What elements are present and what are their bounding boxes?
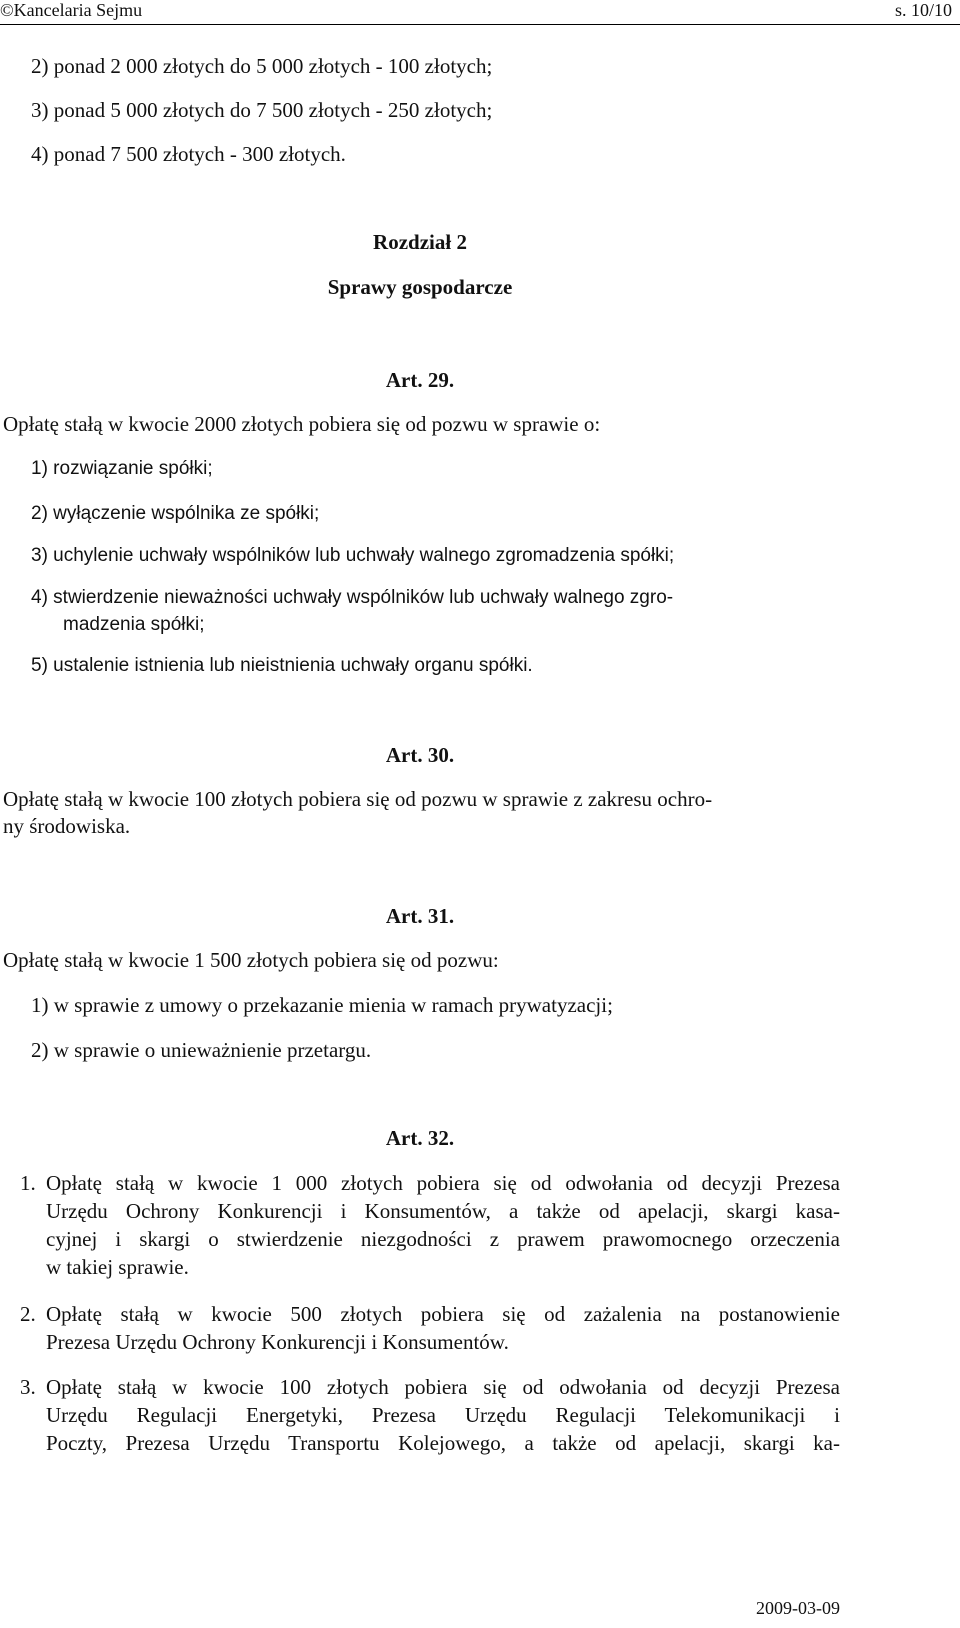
paragraph-line: Opłatę stałą w kwocie 500 złotych pobiera się od zażalenia na postanowienie xyxy=(46,1302,840,1326)
list-item: 3) uchylenie uchwały wspólników lub uchwały walnego zgromadzenia spółki; xyxy=(31,545,675,566)
paragraph-line: Opłatę stałą w kwocie 100 złotych pobiera się od pozwu w sprawie z zakresu ochro- xyxy=(3,787,713,811)
list-item: 2) w sprawie o unieważnienie przetargu. xyxy=(31,1038,372,1062)
paragraph-number: 2. xyxy=(20,1302,36,1326)
list-item: 3) ponad 5 000 złotych do 7 500 złotych - 250 złotych; xyxy=(31,98,493,122)
paragraph-line: cyjnej i skargi o stwierdzenie niezgodności z prawem prawomocnego orzeczenia xyxy=(46,1227,840,1251)
header-page-number: s. 10/10 xyxy=(894,0,952,20)
paragraph-line: Prezesa Urzędu Ochrony Konkurencji i Konsumentów. xyxy=(46,1330,509,1354)
paragraph-line: Urzędu Regulacji Energetyki, Prezesa Urzędu Regulacji Telekomunikacji i xyxy=(46,1403,840,1427)
paragraph-line: ny środowiska. xyxy=(3,814,131,838)
list-item: 2) wyłączenie wspólnika ze spółki; xyxy=(31,503,320,524)
article-heading: Art. 32. xyxy=(385,1126,455,1150)
paragraph-number: 3. xyxy=(20,1375,36,1399)
chapter-title: Rozdział 2 xyxy=(373,230,467,254)
list-item: 4) ponad 7 500 złotych - 300 złotych. xyxy=(31,142,346,166)
paragraph-line: Opłatę stałą w kwocie 1 000 złotych pobiera się od odwołania od decyzji Prezesa xyxy=(46,1171,840,1195)
list-item-continuation: madzenia spółki; xyxy=(63,614,205,635)
article-heading: Art. 29. xyxy=(385,368,455,392)
paragraph-line: Urzędu Ochrony Konkurencji i Konsumentów, a także od apelacji, skargi kasa- xyxy=(46,1199,840,1223)
header-source: ©Kancelaria Sejmu xyxy=(0,0,143,20)
paragraph-number: 1. xyxy=(20,1171,36,1195)
paragraph-line: Poczty, Prezesa Urzędu Transportu Kolejowego, a także od apelacji, skargi ka- xyxy=(46,1431,840,1455)
article-intro: Opłatę stałą w kwocie 2000 złotych pobiera się od pozwu w sprawie o: xyxy=(3,412,601,436)
paragraph-line: w takiej sprawie. xyxy=(46,1255,189,1279)
footer-date: 2009-03-09 xyxy=(756,1598,840,1618)
article-heading: Art. 31. xyxy=(385,904,455,928)
article-heading: Art. 30. xyxy=(385,743,455,767)
list-item: 4) stwierdzenie nieważności uchwały wspólników lub uchwały walnego zgro- xyxy=(31,587,674,608)
list-item: 1) w sprawie z umowy o przekazanie mienia w ramach prywatyzacji; xyxy=(31,993,613,1017)
paragraph-line: Opłatę stałą w kwocie 100 złotych pobiera się od odwołania od decyzji Prezesa xyxy=(46,1375,840,1399)
list-item: 2) ponad 2 000 złotych do 5 000 złotych - 100 złotych; xyxy=(31,54,493,78)
list-item: 5) ustalenie istnienia lub nieistnienia uchwały organu spółki. xyxy=(31,655,533,676)
list-item: 1) rozwiązanie spółki; xyxy=(31,458,213,479)
article-intro: Opłatę stałą w kwocie 1 500 złotych pobiera się od pozwu: xyxy=(3,948,499,972)
chapter-subtitle: Sprawy gospodarcze xyxy=(327,275,513,299)
header-rule xyxy=(0,24,960,25)
